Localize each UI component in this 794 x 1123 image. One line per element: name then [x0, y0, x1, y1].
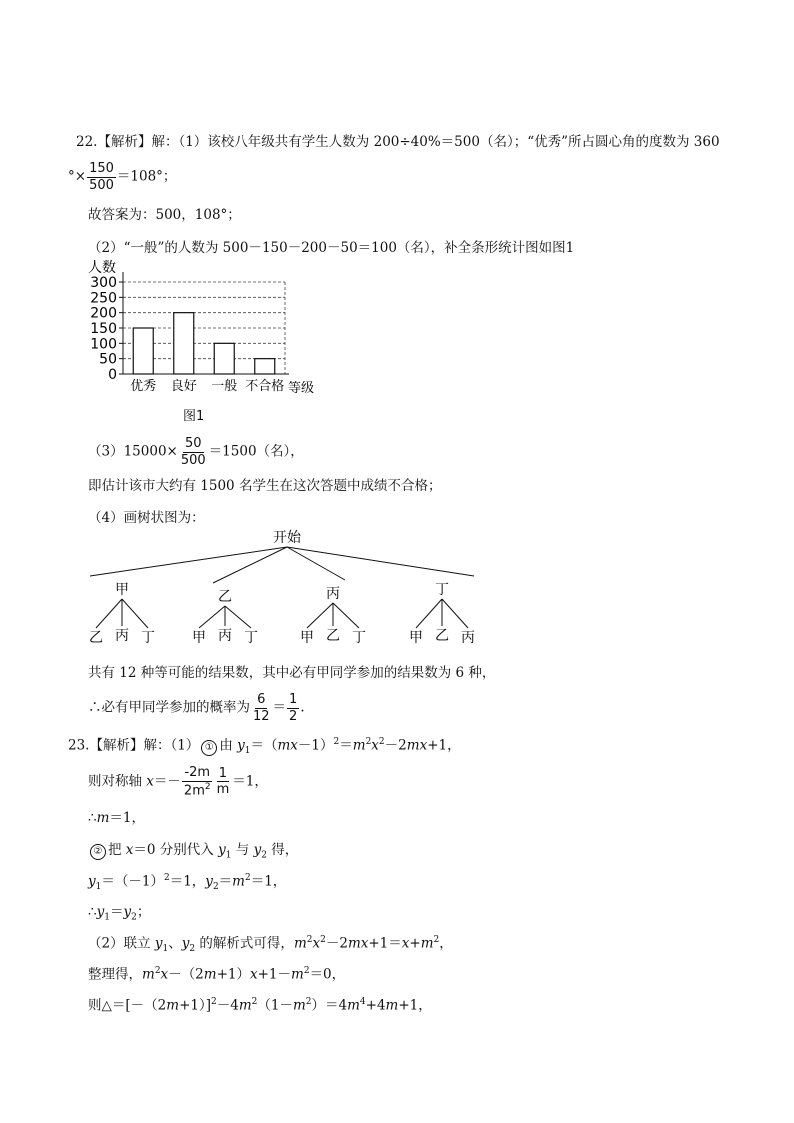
circled-two: ②	[90, 844, 106, 860]
bar	[214, 343, 234, 374]
q22-part-3: （3）15000× $\frac{50}{500}$ ＝1500（名），	[88, 436, 304, 468]
tree-edge	[122, 599, 148, 628]
tree-edge	[333, 603, 359, 628]
tree-level1-node: 丙	[326, 586, 340, 602]
tree-leaf-node: 乙	[89, 630, 103, 646]
bar	[174, 313, 194, 374]
q22-line-1: 22.【解析】解：（1）该校八年级共有学生人数为 200÷40%＝500（名）；“优秀”所占圆心角的度数为 360	[76, 134, 720, 150]
y-tick-label: 200	[90, 305, 117, 322]
tree-edge	[287, 547, 474, 576]
tree-leaf-node: 丙	[218, 628, 232, 644]
q22-part-2: （2）“一般”的人数为 500－150－200－50＝100（名），补全条形统计图如图1	[88, 240, 575, 256]
x-tick-label: 一般	[211, 379, 238, 394]
tree-leaf-node: 丁	[141, 630, 155, 646]
tree-leaf-node: 乙	[326, 628, 340, 644]
tree-leaf-node: 甲	[192, 630, 206, 646]
q23-line-8: 整理得，$m^2x-(2m+1)x+1-m^2=0$，	[88, 966, 346, 983]
tree-leaf-node: 甲	[300, 630, 314, 646]
tree-edge	[416, 599, 442, 628]
bar	[133, 328, 153, 374]
tree-level1-node: 乙	[218, 589, 232, 605]
bar-chart	[85, 256, 345, 406]
fraction-50-500: $\frac{50}{500}$	[180, 436, 206, 468]
x-tick-label: 优秀	[130, 379, 157, 394]
tree-edge	[199, 606, 225, 628]
tree-leaf-node: 乙	[435, 628, 449, 644]
tree-edge	[96, 599, 122, 628]
y-tick-label: 300	[90, 275, 117, 291]
fraction-minus-2m-over-2m2: $\frac{-2m}{2m^2}$	[183, 765, 211, 798]
q23-line-3: ∴m＝1，	[88, 810, 145, 826]
chart-caption: 图1	[183, 409, 205, 424]
y-tick-label: 150	[90, 321, 117, 337]
tree-edge	[442, 599, 468, 628]
y-axis-label: 人数	[88, 260, 116, 276]
q22-outcomes: 共有 12 种等可能的结果数，其中必有甲同学参加的结果数为 6 种，	[88, 665, 496, 681]
x-axis-label: 等级	[288, 381, 315, 396]
circled-one: ①	[201, 740, 217, 756]
q23-line-2: 则对称轴 x＝－ $\frac{-2m}{2m^2}$ $\frac{1}{m}$ ＝1，	[88, 765, 268, 798]
tree-diagram	[80, 526, 500, 656]
q23-line-7: （2）联立 $y_1$、$y_2$ 的解析式可得，$m^2x^2-2mx+1=x+m^2$，	[88, 935, 453, 955]
bar	[255, 359, 275, 374]
y-tick-label: 250	[90, 290, 117, 307]
tree-leaf-node: 丁	[352, 630, 366, 646]
q23-line-9: 则$\triangle=[-(2m+1)]^2-4m^2(1-m^2)=4m^4+4m+1$，	[88, 997, 432, 1014]
q22-line-2: °× $\frac{150}{500}$ ＝108°；	[68, 161, 177, 193]
tree-leaf-node: 甲	[409, 630, 423, 646]
q23-line-4: ② 把 x＝0 分别代入 $y_1$ 与 $y_2$ 得，	[88, 842, 298, 861]
q22-probability: ∴必有甲同学参加的概率为 $\frac{6}{12}$ ＝ $\frac{1}{2}$ .	[88, 692, 305, 724]
tree-leaf-node: 丁	[244, 630, 258, 646]
q23-line-1: 23.【解析】解：（1） ① 由 $y_1=(mx-1)^2=m^2x^2-2mx+1$，	[68, 737, 461, 757]
tree-level1-node: 丁	[435, 582, 449, 598]
q22-estimate: 即估计该市大约有 1500 名学生在这次答题中成绩不合格；	[88, 478, 442, 494]
y-tick-label: 50	[99, 351, 117, 368]
q23-line-6: $\therefore y_1=y_2$；	[88, 904, 151, 923]
q22-answer: 故答案为：500，108°；	[88, 207, 241, 223]
fraction-6-12: $\frac{6}{12}$	[253, 692, 270, 724]
tree-level1-node: 甲	[115, 582, 129, 598]
fraction-1-over-m: $\frac{1}{m}$	[216, 765, 230, 798]
y-tick-label: 0	[108, 367, 117, 383]
fraction-150-500: $\frac{150}{500}$	[89, 161, 114, 193]
tree-edge	[307, 603, 333, 628]
x-tick-label: 良好	[170, 379, 197, 394]
x-tick-label: 不合格	[245, 379, 285, 394]
tree-edge	[225, 606, 251, 628]
tree-leaf-node: 丙	[461, 630, 475, 646]
tree-leaf-node: 丙	[115, 628, 129, 644]
q23-line-5: $y_1=(-1)^2=1$，$y_2=m^2=1$，	[88, 873, 287, 893]
q22-part-4: （4）画树状图为：	[88, 510, 205, 526]
fraction-1-2: $\frac{1}{2}$	[289, 692, 298, 724]
tree-root: 开始	[273, 530, 301, 546]
y-tick-label: 100	[90, 336, 117, 353]
